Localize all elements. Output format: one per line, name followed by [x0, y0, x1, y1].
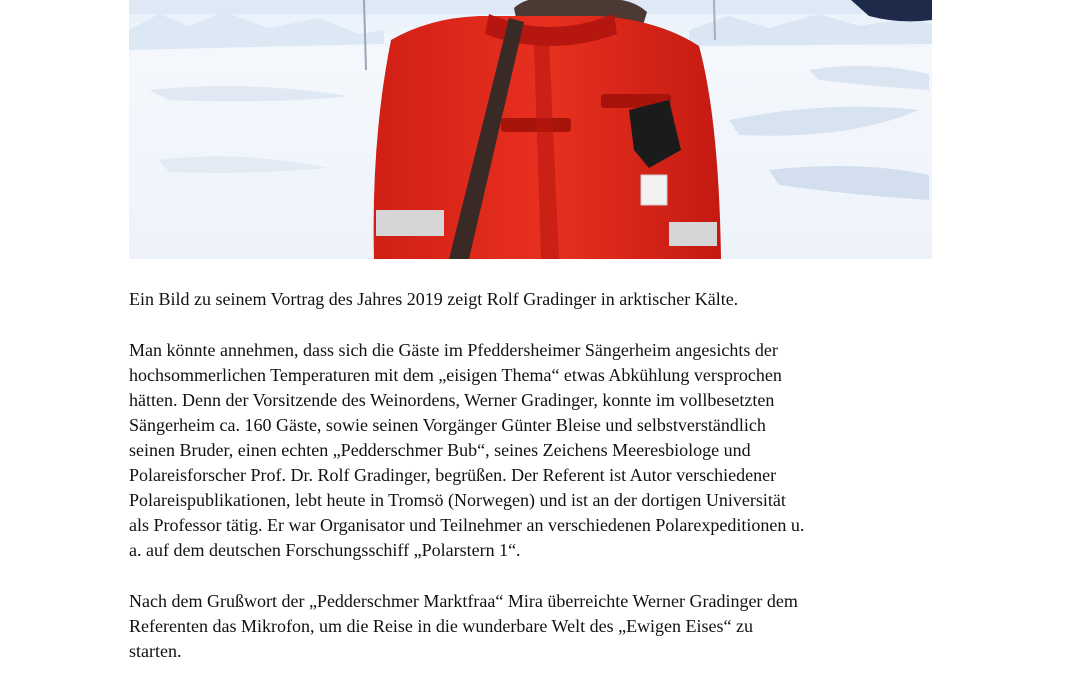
- paragraph-line: Polareispublikationen, lebt heute in Tromsö (Norwegen) und ist an der dortigen Universität: [129, 490, 786, 510]
- paragraph-line: Polareisforscher Prof. Dr. Rolf Gradinger, begrüßen. Der Referent ist Autor verschiedener: [129, 465, 777, 485]
- paragraph-line: Man könnte annehmen, dass sich die Gäste im Pfeddersheimer Sängerheim angesichts der: [129, 340, 778, 360]
- paragraph-line: Sängerheim ca. 160 Gäste, sowie seinen Vorgänger Günter Bleise und selbstverständlich: [129, 415, 766, 435]
- paragraph-line: hochsommerlichen Temperaturen mit dem „eisigen Thema“ etwas Abkühlung versprochen: [129, 365, 782, 385]
- paragraph-line: seinen Bruder, einen echten „Pedderschmer Bub“, seines Zeichens Meeresbiologe und: [129, 440, 751, 460]
- paragraph-greeting: [129, 589, 959, 664]
- paragraph-event-report: [129, 338, 959, 563]
- paragraph-line: Referenten das Mikrofon, um die Reise in die wunderbare Welt des „Ewigen Eises“ zu: [129, 616, 754, 636]
- paragraph-line: hätten. Denn der Vorsitzende des Weinordens, Werner Gradinger, konnte im vollbesetzten: [129, 390, 775, 410]
- paragraph-line: starten.: [129, 641, 182, 661]
- paragraph-line: a. auf dem deutschen Forschungsschiff „Polarstern 1“.: [129, 540, 521, 560]
- paragraph-line: Nach dem Grußwort der „Pedderschmer Marktfraa“ Mira überreichte Werner Gradinger dem: [129, 591, 798, 611]
- polar-researcher-photo: [129, 0, 932, 259]
- photo-caption: Ein Bild zu seinem Vortrag des Jahres 2019 zeigt Rolf Gradinger in arktischer Kälte.: [129, 289, 739, 309]
- paragraph-line: als Professor tätig. Er war Organisator und Teilnehmer an verschiedenen Polarexpeditionen u.: [129, 515, 805, 535]
